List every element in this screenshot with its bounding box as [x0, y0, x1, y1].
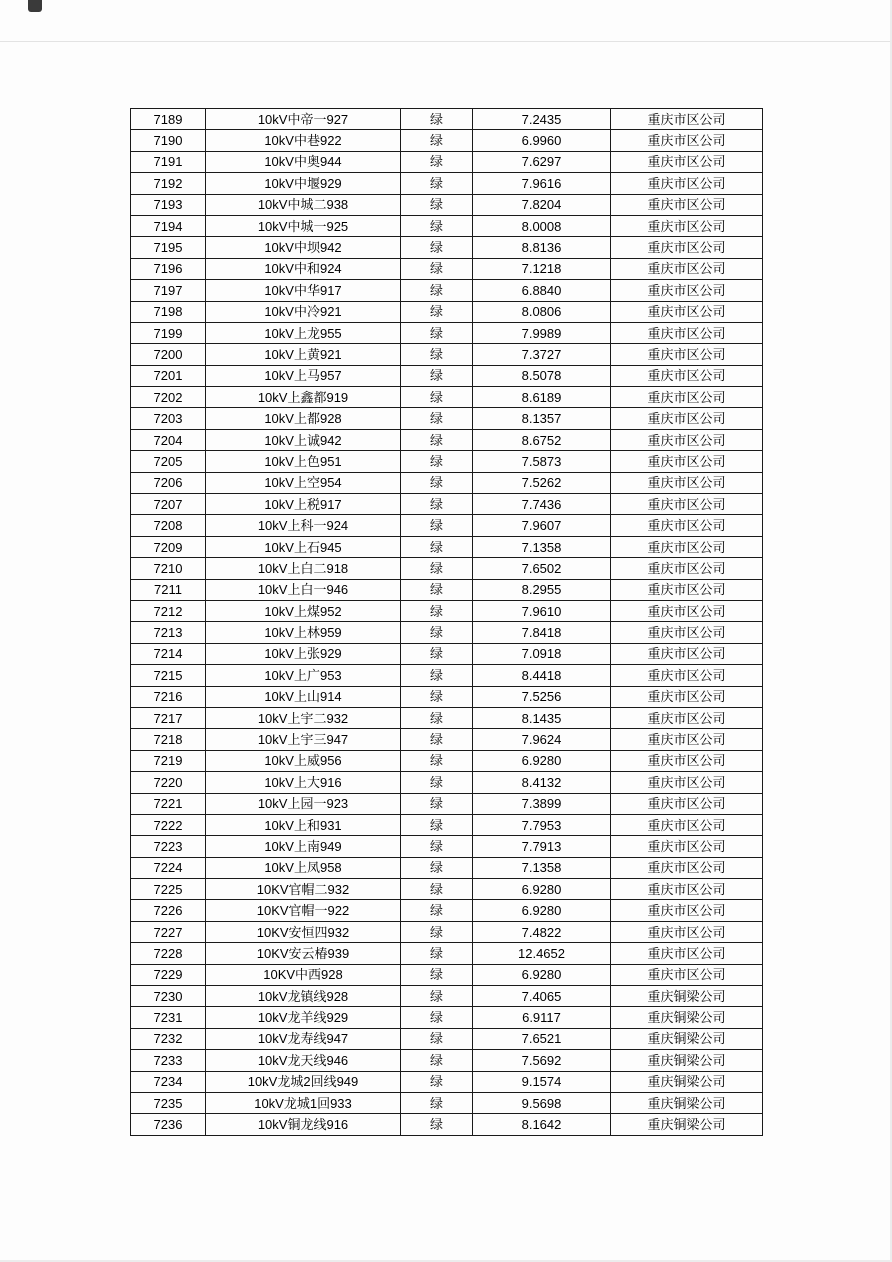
cell-company: 重庆市区公司: [611, 836, 763, 857]
cell-status: 绿: [401, 173, 473, 194]
cell-id: 7227: [131, 921, 206, 942]
cell-value: 7.5262: [473, 472, 611, 493]
scan-artifact-line: [0, 41, 892, 42]
cell-line_name: 10kV上白一946: [206, 579, 401, 600]
cell-line_name: 10kV上马957: [206, 365, 401, 386]
cell-company: 重庆市区公司: [611, 151, 763, 172]
cell-company: 重庆市区公司: [611, 451, 763, 472]
cell-id: 7193: [131, 194, 206, 215]
cell-status: 绿: [401, 750, 473, 771]
cell-line_name: 10kV上大916: [206, 772, 401, 793]
cell-line_name: 10kV上和931: [206, 814, 401, 835]
cell-id: 7218: [131, 729, 206, 750]
cell-value: 7.5692: [473, 1050, 611, 1071]
cell-line_name: 10kV上色951: [206, 451, 401, 472]
table-row: [131, 515, 763, 536]
cell-id: 7214: [131, 643, 206, 664]
cell-value: 6.9280: [473, 879, 611, 900]
table-body: [131, 109, 763, 1136]
cell-line_name: 10kV龙寿线947: [206, 1028, 401, 1049]
cell-company: 重庆市区公司: [611, 707, 763, 728]
cell-status: 绿: [401, 921, 473, 942]
table-row: [131, 921, 763, 942]
cell-line_name: 10kV上鑫都919: [206, 387, 401, 408]
cell-value: 7.5873: [473, 451, 611, 472]
cell-value: 7.6297: [473, 151, 611, 172]
cell-id: 7219: [131, 750, 206, 771]
cell-id: 7203: [131, 408, 206, 429]
cell-id: 7198: [131, 301, 206, 322]
cell-value: 8.1642: [473, 1114, 611, 1136]
cell-company: 重庆市区公司: [611, 215, 763, 236]
cell-id: 7230: [131, 986, 206, 1007]
cell-line_name: 10kV中冷921: [206, 301, 401, 322]
cell-status: 绿: [401, 600, 473, 621]
cell-id: 7225: [131, 879, 206, 900]
cell-value: 7.7953: [473, 814, 611, 835]
cell-line_name: 10KV中西928: [206, 964, 401, 985]
cell-line_name: 10kV上都928: [206, 408, 401, 429]
cell-line_name: 10kV上石945: [206, 536, 401, 557]
cell-value: 7.9607: [473, 515, 611, 536]
cell-status: 绿: [401, 943, 473, 964]
table-row: [131, 344, 763, 365]
cell-id: 7199: [131, 322, 206, 343]
cell-id: 7236: [131, 1114, 206, 1136]
table-row: [131, 857, 763, 878]
cell-company: 重庆市区公司: [611, 579, 763, 600]
cell-status: 绿: [401, 1007, 473, 1028]
cell-company: 重庆市区公司: [611, 344, 763, 365]
cell-value: 7.4065: [473, 986, 611, 1007]
cell-company: 重庆市区公司: [611, 322, 763, 343]
table-row: [131, 173, 763, 194]
cell-status: 绿: [401, 194, 473, 215]
cell-status: 绿: [401, 814, 473, 835]
cell-company: 重庆市区公司: [611, 109, 763, 130]
cell-value: 7.3899: [473, 793, 611, 814]
table-row: [131, 151, 763, 172]
cell-id: 7211: [131, 579, 206, 600]
table-row: [131, 1071, 763, 1092]
cell-id: 7213: [131, 622, 206, 643]
cell-value: 7.9989: [473, 322, 611, 343]
cell-status: 绿: [401, 280, 473, 301]
cell-value: 7.6521: [473, 1028, 611, 1049]
cell-id: 7231: [131, 1007, 206, 1028]
cell-line_name: 10kV上南949: [206, 836, 401, 857]
cell-line_name: 10kV上税917: [206, 494, 401, 515]
cell-value: 6.8840: [473, 280, 611, 301]
cell-value: 8.1357: [473, 408, 611, 429]
cell-status: 绿: [401, 494, 473, 515]
cell-id: 7205: [131, 451, 206, 472]
table-row: [131, 109, 763, 130]
cell-company: 重庆市区公司: [611, 665, 763, 686]
cell-status: 绿: [401, 429, 473, 450]
cell-status: 绿: [401, 772, 473, 793]
table-row: [131, 1028, 763, 1049]
table-row: [131, 707, 763, 728]
cell-value: 7.0918: [473, 643, 611, 664]
cell-status: 绿: [401, 1050, 473, 1071]
cell-id: 7190: [131, 130, 206, 151]
table-row: [131, 879, 763, 900]
cell-value: 7.9616: [473, 173, 611, 194]
cell-id: 7235: [131, 1092, 206, 1113]
cell-status: 绿: [401, 322, 473, 343]
table-row: [131, 472, 763, 493]
cell-value: 8.0008: [473, 215, 611, 236]
cell-status: 绿: [401, 579, 473, 600]
cell-company: 重庆铜梁公司: [611, 1007, 763, 1028]
cell-line_name: 10kV铜龙线916: [206, 1114, 401, 1136]
cell-id: 7210: [131, 558, 206, 579]
cell-id: 7189: [131, 109, 206, 130]
cell-line_name: 10kV上空954: [206, 472, 401, 493]
cell-value: 7.6502: [473, 558, 611, 579]
cell-value: 8.5078: [473, 365, 611, 386]
cell-id: 7200: [131, 344, 206, 365]
cell-value: 8.8136: [473, 237, 611, 258]
cell-company: 重庆市区公司: [611, 772, 763, 793]
cell-id: 7194: [131, 215, 206, 236]
cell-value: 7.1358: [473, 536, 611, 557]
cell-line_name: 10KV官帽二932: [206, 879, 401, 900]
cell-id: 7233: [131, 1050, 206, 1071]
cell-line_name: 10kV上广953: [206, 665, 401, 686]
cell-status: 绿: [401, 964, 473, 985]
table-row: [131, 665, 763, 686]
cell-value: 9.5698: [473, 1092, 611, 1113]
cell-status: 绿: [401, 793, 473, 814]
table-row: [131, 772, 763, 793]
cell-id: 7220: [131, 772, 206, 793]
cell-company: 重庆市区公司: [611, 472, 763, 493]
cell-id: 7226: [131, 900, 206, 921]
cell-status: 绿: [401, 986, 473, 1007]
table-row: [131, 686, 763, 707]
cell-line_name: 10kV上龙955: [206, 322, 401, 343]
cell-line_name: 10kV上张929: [206, 643, 401, 664]
cell-status: 绿: [401, 515, 473, 536]
cell-company: 重庆市区公司: [611, 686, 763, 707]
cell-id: 7195: [131, 237, 206, 258]
cell-line_name: 10kV龙镇线928: [206, 986, 401, 1007]
cell-line_name: 10kV上诚942: [206, 429, 401, 450]
cell-company: 重庆市区公司: [611, 814, 763, 835]
cell-line_name: 10kV上煤952: [206, 600, 401, 621]
table-row: [131, 322, 763, 343]
cell-status: 绿: [401, 879, 473, 900]
cell-company: 重庆市区公司: [611, 173, 763, 194]
cell-status: 绿: [401, 900, 473, 921]
cell-line_name: 10kV上威956: [206, 750, 401, 771]
cell-line_name: 10kV中和924: [206, 258, 401, 279]
cell-company: 重庆市区公司: [611, 921, 763, 942]
cell-company: 重庆铜梁公司: [611, 1028, 763, 1049]
cell-status: 绿: [401, 857, 473, 878]
cell-line_name: 10kV上宇三947: [206, 729, 401, 750]
table-row: [131, 429, 763, 450]
cell-status: 绿: [401, 665, 473, 686]
table-row: [131, 579, 763, 600]
cell-status: 绿: [401, 558, 473, 579]
cell-status: 绿: [401, 836, 473, 857]
cell-status: 绿: [401, 1114, 473, 1136]
cell-line_name: 10kV中坝942: [206, 237, 401, 258]
cell-id: 7192: [131, 173, 206, 194]
table-row: [131, 408, 763, 429]
cell-id: 7217: [131, 707, 206, 728]
cell-company: 重庆市区公司: [611, 729, 763, 750]
cell-status: 绿: [401, 686, 473, 707]
cell-id: 7215: [131, 665, 206, 686]
cell-company: 重庆市区公司: [611, 536, 763, 557]
cell-company: 重庆铜梁公司: [611, 1050, 763, 1071]
cell-company: 重庆市区公司: [611, 600, 763, 621]
cell-id: 7221: [131, 793, 206, 814]
cell-id: 7212: [131, 600, 206, 621]
cell-value: 8.6189: [473, 387, 611, 408]
cell-line_name: 10kV上科一924: [206, 515, 401, 536]
table-row: [131, 1092, 763, 1113]
table-row: [131, 1114, 763, 1136]
cell-company: 重庆市区公司: [611, 857, 763, 878]
cell-line_name: 10kV龙城2回线949: [206, 1071, 401, 1092]
table-row: [131, 900, 763, 921]
cell-value: 8.4418: [473, 665, 611, 686]
cell-line_name: 10kV上凤958: [206, 857, 401, 878]
cell-company: 重庆市区公司: [611, 643, 763, 664]
cell-company: 重庆铜梁公司: [611, 1071, 763, 1092]
cell-status: 绿: [401, 451, 473, 472]
cell-company: 重庆市区公司: [611, 793, 763, 814]
cell-value: 8.6752: [473, 429, 611, 450]
cell-value: 6.9280: [473, 964, 611, 985]
cell-id: 7222: [131, 814, 206, 835]
cell-line_name: 10kV中奥944: [206, 151, 401, 172]
cell-value: 7.5256: [473, 686, 611, 707]
cell-status: 绿: [401, 130, 473, 151]
cell-value: 8.0806: [473, 301, 611, 322]
cell-status: 绿: [401, 729, 473, 750]
table-row: [131, 729, 763, 750]
cell-status: 绿: [401, 1092, 473, 1113]
cell-company: 重庆市区公司: [611, 408, 763, 429]
cell-id: 7228: [131, 943, 206, 964]
table-row: [131, 451, 763, 472]
cell-status: 绿: [401, 643, 473, 664]
table-row: [131, 750, 763, 771]
table-row: [131, 237, 763, 258]
cell-status: 绿: [401, 536, 473, 557]
cell-line_name: 10kV上宇二932: [206, 707, 401, 728]
cell-line_name: 10kV上山914: [206, 686, 401, 707]
cell-line_name: 10kV中城二938: [206, 194, 401, 215]
cell-value: 6.9280: [473, 900, 611, 921]
cell-line_name: 10KV官帽一922: [206, 900, 401, 921]
cell-id: 7202: [131, 387, 206, 408]
cell-company: 重庆市区公司: [611, 964, 763, 985]
cell-status: 绿: [401, 344, 473, 365]
table-row: [131, 986, 763, 1007]
cell-value: 12.4652: [473, 943, 611, 964]
cell-status: 绿: [401, 387, 473, 408]
cell-company: 重庆市区公司: [611, 280, 763, 301]
cell-status: 绿: [401, 301, 473, 322]
cell-value: 7.9624: [473, 729, 611, 750]
cell-status: 绿: [401, 151, 473, 172]
cell-company: 重庆市区公司: [611, 943, 763, 964]
cell-company: 重庆市区公司: [611, 258, 763, 279]
table-row: [131, 365, 763, 386]
cell-line_name: 10kV上白二918: [206, 558, 401, 579]
cell-status: 绿: [401, 237, 473, 258]
cell-company: 重庆市区公司: [611, 494, 763, 515]
table-row: [131, 643, 763, 664]
cell-status: 绿: [401, 472, 473, 493]
cell-id: 7209: [131, 536, 206, 557]
cell-value: 6.9117: [473, 1007, 611, 1028]
cell-status: 绿: [401, 1028, 473, 1049]
cell-id: 7208: [131, 515, 206, 536]
cell-company: 重庆市区公司: [611, 429, 763, 450]
cell-status: 绿: [401, 109, 473, 130]
cell-status: 绿: [401, 365, 473, 386]
cell-line_name: 10kV上林959: [206, 622, 401, 643]
cell-line_name: 10kV中帝一927: [206, 109, 401, 130]
cell-id: 7207: [131, 494, 206, 515]
cell-id: 7197: [131, 280, 206, 301]
table-row: [131, 215, 763, 236]
cell-line_name: 10kV中城一925: [206, 215, 401, 236]
table-row: [131, 622, 763, 643]
cell-status: 绿: [401, 622, 473, 643]
table-row: [131, 558, 763, 579]
cell-id: 7201: [131, 365, 206, 386]
table-row: [131, 943, 763, 964]
cell-id: 7229: [131, 964, 206, 985]
table-row: [131, 536, 763, 557]
cell-value: 7.2435: [473, 109, 611, 130]
cell-id: 7204: [131, 429, 206, 450]
cell-value: 7.4822: [473, 921, 611, 942]
table-row: [131, 814, 763, 835]
cell-company: 重庆市区公司: [611, 900, 763, 921]
table-row: [131, 130, 763, 151]
cell-company: 重庆铜梁公司: [611, 1114, 763, 1136]
cell-value: 7.9610: [473, 600, 611, 621]
cell-id: 7232: [131, 1028, 206, 1049]
table-row: [131, 280, 763, 301]
table-row: [131, 1007, 763, 1028]
cell-value: 8.1435: [473, 707, 611, 728]
cell-status: 绿: [401, 258, 473, 279]
cell-value: 8.2955: [473, 579, 611, 600]
table-row: [131, 301, 763, 322]
table-row: [131, 387, 763, 408]
cell-status: 绿: [401, 1071, 473, 1092]
cell-id: 7196: [131, 258, 206, 279]
power-line-table: [130, 108, 763, 1136]
cell-line_name: 10kV龙天线946: [206, 1050, 401, 1071]
cell-id: 7224: [131, 857, 206, 878]
cell-company: 重庆市区公司: [611, 130, 763, 151]
cell-company: 重庆市区公司: [611, 622, 763, 643]
cell-id: 7234: [131, 1071, 206, 1092]
cell-line_name: 10kV中华917: [206, 280, 401, 301]
cell-company: 重庆市区公司: [611, 387, 763, 408]
cell-line_name: 10kV龙城1回933: [206, 1092, 401, 1113]
table-row: [131, 194, 763, 215]
cell-status: 绿: [401, 215, 473, 236]
cell-company: 重庆市区公司: [611, 194, 763, 215]
cell-id: 7223: [131, 836, 206, 857]
cell-company: 重庆市区公司: [611, 301, 763, 322]
cell-value: 7.8204: [473, 194, 611, 215]
cell-status: 绿: [401, 707, 473, 728]
table-row: [131, 1050, 763, 1071]
cell-value: 7.7436: [473, 494, 611, 515]
table-row: [131, 964, 763, 985]
cell-company: 重庆市区公司: [611, 515, 763, 536]
table-row: [131, 793, 763, 814]
cell-id: 7191: [131, 151, 206, 172]
cell-company: 重庆铜梁公司: [611, 986, 763, 1007]
cell-value: 6.9280: [473, 750, 611, 771]
cell-value: 9.1574: [473, 1071, 611, 1092]
cell-line_name: 10kV上黄921: [206, 344, 401, 365]
cell-company: 重庆市区公司: [611, 365, 763, 386]
cell-id: 7216: [131, 686, 206, 707]
cell-value: 7.1218: [473, 258, 611, 279]
cell-value: 7.8418: [473, 622, 611, 643]
cell-value: 7.3727: [473, 344, 611, 365]
cell-line_name: 10KV安恒四932: [206, 921, 401, 942]
table-row: [131, 836, 763, 857]
table-row: [131, 258, 763, 279]
cell-line_name: 10kV中巷922: [206, 130, 401, 151]
cell-line_name: 10KV安云椿939: [206, 943, 401, 964]
cell-value: 8.4132: [473, 772, 611, 793]
cell-line_name: 10kV上园一923: [206, 793, 401, 814]
table-row: [131, 494, 763, 515]
cell-company: 重庆市区公司: [611, 558, 763, 579]
cell-company: 重庆铜梁公司: [611, 1092, 763, 1113]
cell-value: 7.1358: [473, 857, 611, 878]
cell-company: 重庆市区公司: [611, 237, 763, 258]
cell-line_name: 10kV龙羊线929: [206, 1007, 401, 1028]
cell-value: 7.7913: [473, 836, 611, 857]
table-row: [131, 600, 763, 621]
cell-company: 重庆市区公司: [611, 879, 763, 900]
cell-id: 7206: [131, 472, 206, 493]
cell-line_name: 10kV中堰929: [206, 173, 401, 194]
scan-artifact-mark: [28, 0, 42, 12]
cell-company: 重庆市区公司: [611, 750, 763, 771]
cell-value: 6.9960: [473, 130, 611, 151]
cell-status: 绿: [401, 408, 473, 429]
